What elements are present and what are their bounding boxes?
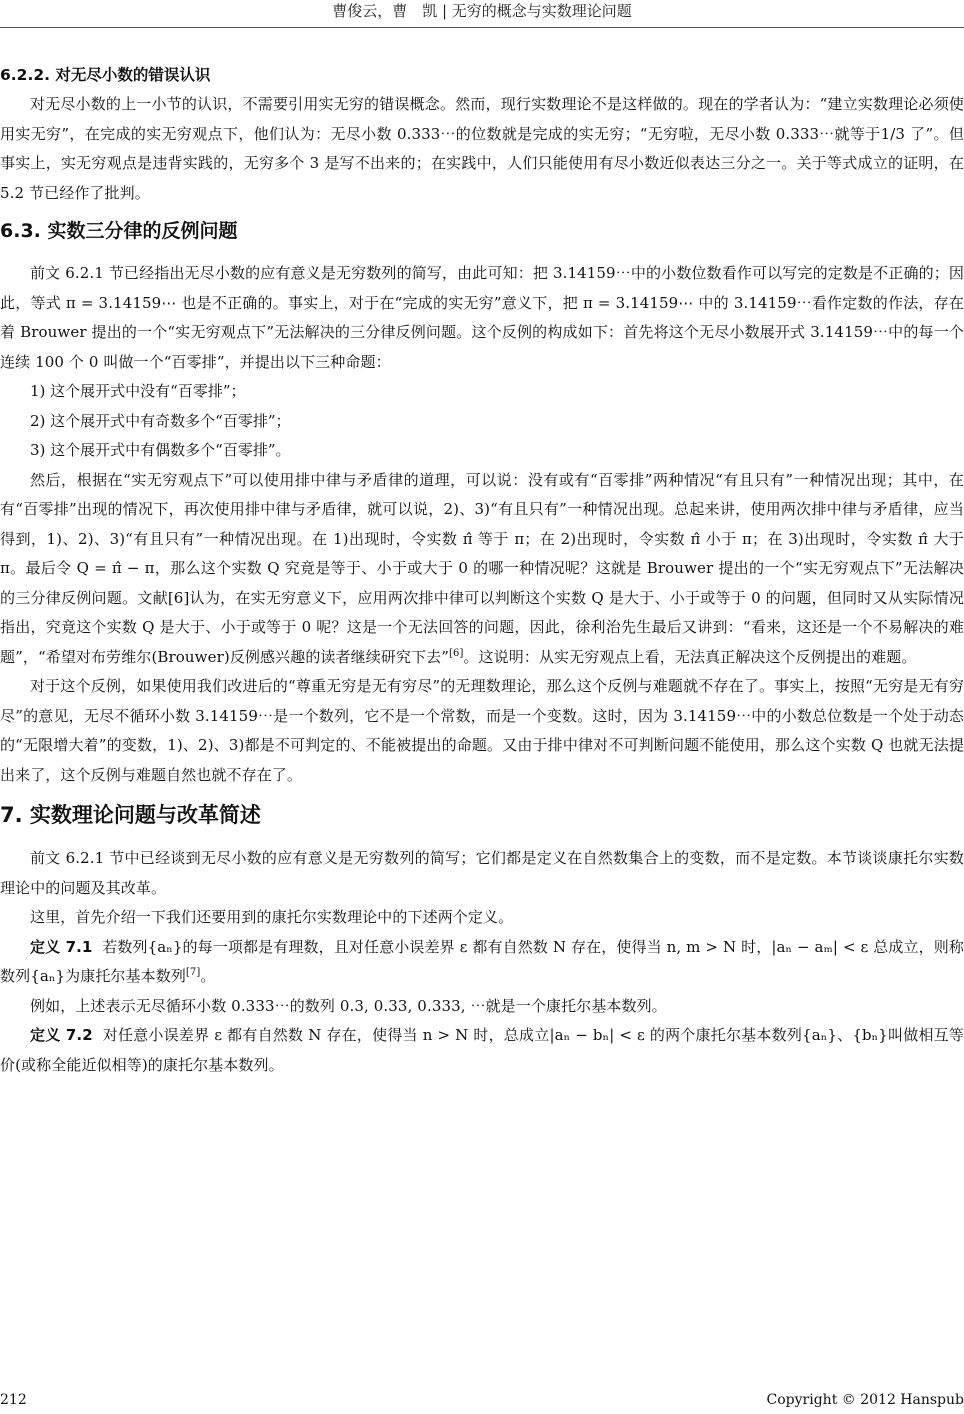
list-item: 2) 这个展开式中有奇数多个“百零排”；: [30, 411, 291, 430]
definition-text: 。: [200, 967, 216, 985]
citation-ref: [7]: [185, 967, 201, 978]
paragraph: 对无尽小数的上一小节的认识，不需要引用实无穷的错误概念。然而，现行实数理论不是这样做的。现在的学者认为：“建立实数理论必须使用实无穷”，在完成的实无穷观点下，他们认为：无尽小数 0.333⋯的位数就是完成的实无穷；“无穷啦，无尽小数 0.333⋯就等于1/3 了”。但事实上，实无穷观点是违背实践的，无穷多个 3 是写不出来的；在实践中，人们只能使用有尽小数近似表达三分之一。关于等式成立的证明，在 5.2 节已经作了批判。: [0, 95, 964, 202]
header-rule: [0, 27, 964, 28]
definition-label: 定义 7.2: [30, 1026, 93, 1044]
paragraph: 这里，首先介绍一下我们还要用到的康托尔实数理论中的下述两个定义。: [30, 908, 514, 926]
main-content: [0, 60, 964, 1080]
list-item: 1) 这个展开式中没有“百零排”；: [30, 382, 246, 400]
citation-ref: [6]: [448, 647, 464, 659]
paragraph-text: 然后，根据在“实无穷观点下”可以使用排中律与矛盾律的道理，可以说：没有或有“百零排”两种情况“有且只有”一种情况出现；其中，在有“百零排”出现的情况下，再次使用排中律与矛盾律，就可以说，2)、3)“有且只有”一种情况出现。总起来讲，使用两次排中律与矛盾律，应当得到，1)、2)、3)“有且只有”一种情况出现。在 1)出现时，令实数 π̂ 等于 π；在 2)出现时，令实数 π̂ 小于 π；在 3)出现时，令实数 π̂ 大于 π。最后令 Q = π̂ − π，那么这个实数 Q 究竟是等于、小于或大于 0 的哪一种情况呢？这就是 Brouwer 提出的一个“实无穷观点下”无法解决的三分律反例问题。文献[6]认为，在实无穷意义下，应用两次排中律可以判断这个实数 Q 是大于、小于或等于 0 的问题，但同时又从实际情况指出，究竟这个实数 Q 是大于、小于或等于 0 呢？这是一个无法回答的问题，因此，徐利治先生最后又讲到：“看来，这还是一个不易解决的难题”，“希望对布劳维尔(Brouwer)反例感兴趣的读者继续研究下去”: [0, 470, 964, 666]
definition-7-1: [0, 933, 964, 992]
definition-label: 定义 7.1: [30, 937, 93, 956]
copyright-notice: Copyright © 2012 Hanspub: [766, 1392, 964, 1408]
paragraph: [0, 466, 964, 673]
section-heading-6-2-2: 6.2.2. 对无尽小数的错误认识: [0, 66, 211, 84]
paragraph: 对于这个反例，如果使用我们改进后的“尊重无穷是无有穷尽”的无理数理论，那么这个反例与难题就不存在了。事实上，按照“无穷是无有穷尽”的意见，无尽不循环小数 3.14159⋯是一个数列，它不是一个常数，而是一个变数。这时，因为 3.14159⋯中的小数总位数是一个处于动态的“无限增大着”的变数，1)、2)、3)都是不可判定的、不能被提出的命题。又由于排中律对不可判断问题不能使用，那么这个实数 Q 也就无法提出来了，这个反例与难题自然也就不存在了。: [0, 677, 964, 784]
page-number: 212: [0, 1392, 27, 1408]
definition-text: 若数列{aₙ}的每一项都是有理数，且对任意小误差界 ε 都有自然数 N 存在，使得当 n, m > N 时，|aₙ − aₘ| < ε 总成立，则称数列{aₙ}为康托尔基本数列: [0, 937, 964, 985]
definition-7-2: [0, 1021, 964, 1080]
section-heading-7: 7. 实数理论问题与改革简述: [0, 803, 261, 827]
paragraph: 例如，上述表示无尽循环小数 0.333⋯的数列 0.3, 0.33, 0.333, ⋯就是一个康托尔基本数列。: [30, 996, 667, 1015]
paragraph-text: 。这说明：从实无穷观点上看，无法真正解决这个反例提出的难题。: [463, 647, 917, 666]
definition-text: 对任意小误差界 ε 都有自然数 N 存在，使得当 n > N 时，总成立|aₙ − bₙ| < ε 的两个康托尔基本数列{aₙ}、{bₙ}叫做相互等价(或称全能近似相等)的康托尔基本数列。: [0, 1026, 964, 1074]
list-item: 3) 这个展开式中有偶数多个“百零排”。: [30, 441, 291, 459]
section-heading-6-3: 6.3. 实数三分律的反例问题: [0, 220, 238, 242]
running-header: 曹俊云，曹 凯 | 无穷的概念与实数理论问题: [332, 2, 632, 20]
paragraph: 前文 6.2.1 节中已经谈到无尽小数的应有意义是无穷数列的简写；它们都是定义在自然数集合上的变数，而不是定数。本节谈谈康托尔实数理论中的问题及其改革。: [0, 849, 964, 897]
paragraph: 前文 6.2.1 节已经指出无尽小数的应有意义是无穷数列的简写，由此可知：把 3.14159⋯中的小数位数看作可以写完的定数是不正确的；因此，等式 π = 3.14159⋯ 也是不正确的。事实上，对于在“完成的实无穷”意义下，把 π = 3.14159⋯ 中的 3.14159⋯看作定数的作法，存在着 Brouwer 提出的一个“实无穷观点下”无法解决的三分律反例问题。这个反例的构成如下：首先将这个无尽小数展开式 3.14159⋯中的每一个连续 100 个 0 叫做一个“百零排”，并提出以下三种命题：: [0, 264, 964, 371]
